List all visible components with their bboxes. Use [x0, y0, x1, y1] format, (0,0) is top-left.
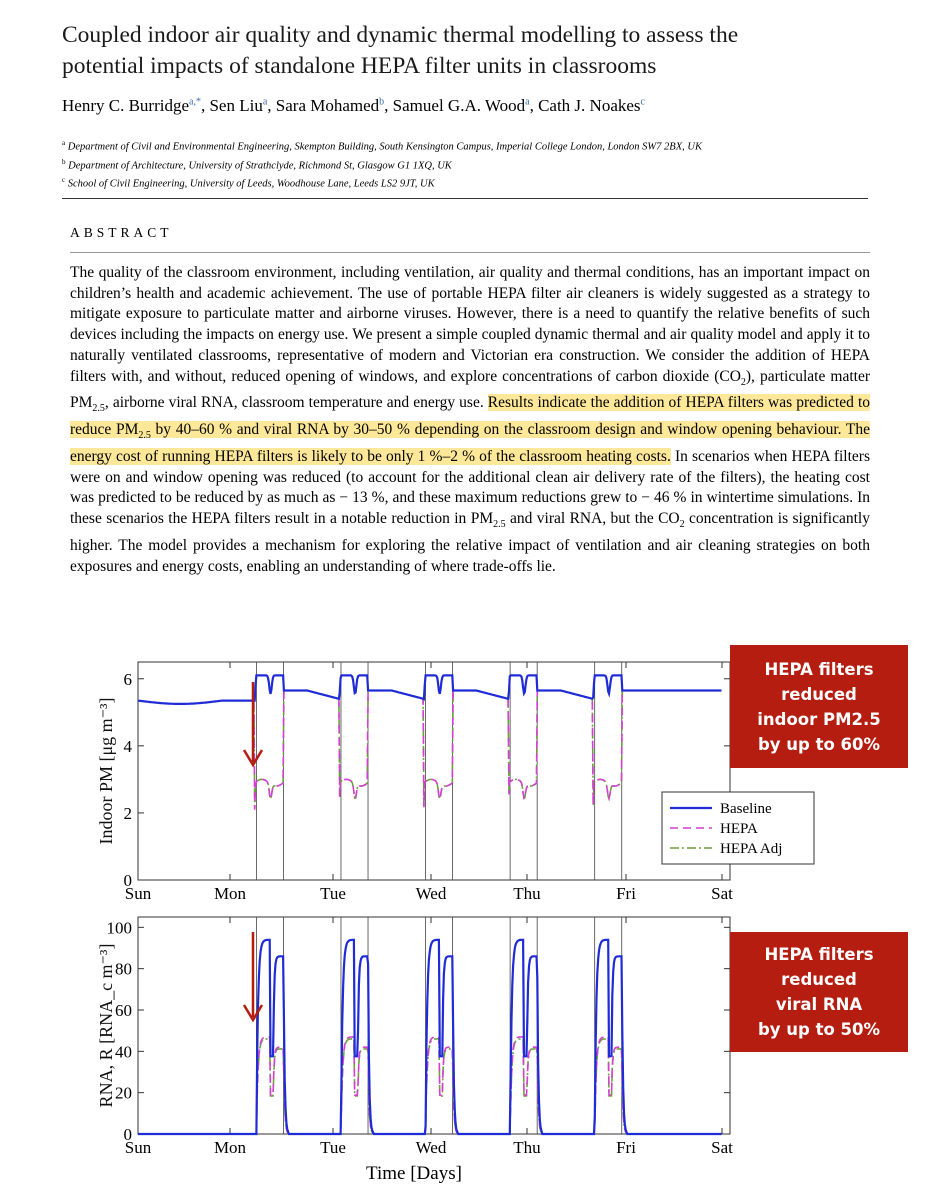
author-name: Samuel G.A. Wood	[392, 96, 526, 115]
x-tick-label: Fri	[616, 884, 636, 903]
subscript: 2	[740, 376, 746, 388]
author-name: Cath J. Noakes	[538, 96, 641, 115]
x-tick-label: Sat	[711, 1138, 733, 1157]
y-tick-label: 4	[123, 736, 132, 756]
affiliation-text: Department of Architecture, University of Strathclyde, Richmond St, Glasgow G1 1XQ, UK	[68, 160, 452, 171]
affiliation-sup: b	[62, 157, 66, 166]
author-name: Henry C. Burridge	[62, 96, 190, 115]
abstract-text: In scenarios when HEPA filters were on and window opening was reduced (to account for the additional clean air delivery rate of the filters), the heating cost was predicted to be reduced by as much as − 13 %, and these maximum reductions grew to − 46 % in wintertime simulations. In these scenarios the HEPA filters result in a notable reduction in PM	[70, 447, 870, 528]
author-sup[interactable]: a	[525, 96, 530, 108]
callout-line: by up to 50%	[757, 1020, 881, 1039]
author-sup[interactable]: b	[379, 96, 385, 108]
y-axis-label: Indoor PM [μg m⁻³]	[96, 697, 116, 845]
callout-line: reduced	[781, 684, 857, 704]
x-tick-label: Sun	[124, 1138, 152, 1157]
title-line-2: potential impacts of standalone HEPA filter units in classrooms	[62, 53, 657, 79]
subscript: 2.5	[493, 519, 506, 531]
callout-line: viral RNA	[775, 995, 863, 1014]
x-tick-label: Thu	[513, 884, 541, 903]
y-tick-label: 100	[106, 918, 132, 938]
callout-line: HEPA filters	[764, 659, 874, 679]
author-list: Henry C. Burridge$^{a,*}$, Sen Liu$^a$, Sara Mohamed$^b$, Samuel G.A. Wood$^a$, Cath J. Noakes$^c$	[62, 96, 645, 115]
y-tick-label: 0	[123, 871, 132, 890]
author-sup[interactable]: a	[262, 96, 268, 108]
abstract-body	[70, 263, 870, 577]
callout-line: by up to 60%	[757, 734, 881, 754]
x-tick-label: Tue	[320, 884, 346, 903]
x-tick-label: Tue	[320, 1138, 346, 1157]
abstract-text: The quality of the classroom environment, including ventilation, air quality and thermal conditions, has an important impact on children’s health and academic achievement. The use of portable HEPA filter air cleaners is widely suggested as a strategy to mitigate exposure to particulate matter and airborne viruses. However, there is a need to quantify the relative benefits of such devices including the impacts on energy use. We present a simple coupled dynamic thermal and air quality model and apply it to naturally ventilated classrooms, representative of modern and Victorian era construction. We consider the addition of HEPA filters with, and without, reduced opening of windows, and explore concentrations of carbon dioxide (CO	[70, 264, 870, 385]
y-tick-label: 20	[115, 1083, 132, 1103]
divider-top	[62, 198, 868, 199]
author-sup[interactable]: a,*	[189, 96, 201, 108]
subscript: 2.5	[92, 403, 105, 415]
affiliation-b	[62, 155, 702, 174]
y-tick-label: 0	[123, 1125, 132, 1144]
x-tick-label: Wed	[415, 884, 447, 903]
x-tick-label: Wed	[415, 1138, 447, 1157]
title-line-1: Coupled indoor air quality and dynamic thermal modelling to assess the	[62, 22, 739, 48]
author-sup[interactable]: c	[640, 96, 645, 108]
paper-title	[62, 20, 912, 82]
y-tick-label: 40	[115, 1042, 132, 1062]
abstract-heading: ABSTRACT	[70, 225, 173, 240]
y-tick-label: 80	[115, 959, 132, 979]
abstract-text: , airborne viral RNA, classroom temperature and energy use.	[104, 394, 484, 412]
affiliation-sup: a	[62, 139, 66, 147]
legend-label: HEPA Adj	[720, 841, 783, 857]
divider-abstract	[70, 252, 870, 253]
callout-line: HEPA filters	[764, 945, 874, 964]
y-tick-label: 2	[123, 803, 132, 823]
plot-frame	[138, 662, 730, 880]
pm-chart	[96, 662, 814, 903]
author-name: Sen Liu	[209, 96, 263, 115]
affiliation-sup: c	[62, 176, 66, 184]
x-tick-label: Thu	[513, 1138, 541, 1157]
subscript: 2	[679, 519, 685, 531]
abstract-text: and viral RNA, but the CO	[505, 510, 680, 528]
callout-line: indoor PM2.5	[757, 709, 881, 729]
x-tick-label: Sun	[124, 884, 152, 903]
x-tick-label: Sat	[711, 884, 733, 903]
affiliation-a	[62, 136, 702, 155]
plot-frame	[138, 917, 730, 1134]
x-tick-label: Mon	[213, 1138, 247, 1157]
callout-pm	[730, 645, 908, 768]
legend-label: Baseline	[720, 801, 772, 817]
affiliation-text: Department of Civil and Environmental Engineering, Skempton Building, South Kensington Campus, Imperial College London, London SW7 2BX, UK	[67, 141, 702, 153]
y-axis-label: RNA, R [RNA_c m⁻³]	[96, 943, 116, 1108]
affiliation-text: School of Civil Engineering, University of Leeds, Woodhouse Lane, Leeds LS2 9JT, UK	[67, 178, 435, 190]
callout-line: reduced	[781, 970, 857, 989]
author-name: Sara Mohamed	[275, 96, 380, 115]
y-tick-label: 60	[115, 1001, 132, 1020]
legend-label: HEPA	[720, 821, 758, 837]
x-tick-label: Mon	[213, 884, 247, 903]
subscript: 2.5	[138, 430, 151, 442]
y-tick-label: 6	[123, 669, 132, 689]
abstract-text: ), particulate matter PM	[70, 367, 870, 412]
highlight-text: by 40–60 % and viral RNA by 30–50 % depending on the classroom design and window opening behaviour. The energy cost of running HEPA filters is likely to be only 1 %–2 % of the classroom heating costs.	[70, 421, 870, 465]
affiliation-c	[62, 173, 702, 192]
x-tick-label: Fri	[616, 1138, 636, 1157]
x-axis-label: Time [Days]	[366, 1163, 462, 1184]
rna-chart	[96, 917, 733, 1184]
callout-rna	[730, 932, 908, 1052]
affiliations	[62, 136, 702, 192]
abstract-text: concentration is significantly higher. The model provides a mechanism for exploring the relative impact of ventilation and air cleaning strategies on both exposures and energy costs, enabling an understanding of where trade-offs lie.	[70, 510, 870, 575]
highlight-text: Results indicate the addition of HEPA filters was predicted to reduce PM	[70, 394, 870, 439]
